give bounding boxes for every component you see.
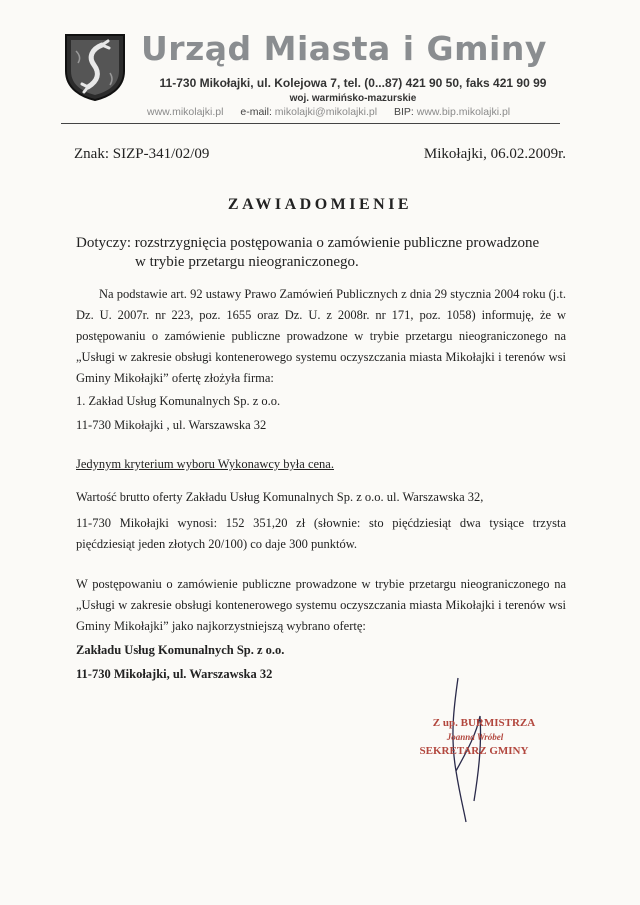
place-date: Mikołajki, 06.02.2009r. [423, 146, 566, 162]
paragraph-2-rest: 11-730 Mikołajki wynosi: 152 351,20 zł (słownie: sto pięćdziesiąt dwa tysiące trzysta pięćdziesiąt jeden złotych 20/100) co daje 300 punktów. [76, 516, 566, 551]
email-label: e-mail: [240, 106, 272, 118]
bip-label: BIP: [393, 106, 414, 118]
subject-line-1: Dotyczy: rozstrzygnięcia postępowania o zamówienie publiczne prowadzone [76, 235, 540, 251]
stamp-line-2: Joanna Wróbel [446, 732, 504, 742]
email-link[interactable]: mikolajki@mikolajki.pl [274, 106, 378, 118]
document-title: ZAWIADOMIENIE [227, 196, 413, 213]
winner-line-1: Zakładu Usług Komunalnych Sp. z o.o. [76, 643, 285, 657]
subject [76, 234, 539, 272]
paragraph-2-line-1: Wartość brutto oferty Zakładu Usług Komunalnych Sp. z o.o. ul. Warszawska 32, [76, 490, 484, 504]
organization-name: Urząd Miasta i Gminy [141, 29, 547, 68]
selection-criterion: Jedynym kryterium wyboru Wykonawcy była cena. [76, 457, 334, 471]
address-line: 11-730 Mikołajki, ul. Kolejowa 7, tel. (0...87) 421 90 50, faks 421 90 99 [159, 76, 547, 90]
winner-line-2: 11-730 Mikołajki, ul. Warszawska 32 [76, 667, 273, 681]
firm-line-1: 1. Zakład Usług Komunalnych Sp. z o.o. [76, 394, 281, 408]
stamp-line-1: Z up. BURMISTRZA [432, 717, 536, 729]
firm-line-2: 11-730 Mikołajki , ul. Warszawska 32 [76, 418, 267, 432]
bip-link[interactable]: www.bip.mikolajki.pl [416, 106, 511, 118]
paragraph-3: W postępowaniu o zamówienie publiczne prowadzone w trybie przetargu nieograniczonego na „Usługi w zakresie obsługi kontenerowego systemu oczyszczania miasta Mikołajki i terenów wsi Gminy Mikołajki” jako najkorzystniejszą wybrano ofertę: [76, 577, 566, 633]
subject-line-2: w trybie przetargu nieograniczonego. [135, 254, 359, 270]
fish-coat-of-arms-icon [62, 31, 128, 101]
reference-number: Znak: SIZP-341/02/09 [74, 146, 210, 162]
paragraph-1: Na podstawie art. 92 ustawy Prawo Zamówień Publicznych z dnia 29 stycznia 2004 roku (j.t. Dz. U. 2007r. nr 223, poz. 1655 oraz Dz. U. z 2008r. nr 171, poz. 1058) informuję, że w postępowaniu o zamówienie publiczne prowadzone w trybie przetargu nieograniczonego na „Usługi w zakresie obsługi kontenerowego systemu oczyszczania miasta Mikołajki i terenów wsi Gminy Mikołajki” ofertę złożyła firma: [76, 287, 566, 385]
stamp-line-3: SEKRETARZ GMINY [419, 745, 529, 757]
header-divider [61, 123, 560, 124]
website-link[interactable]: www.mikolajki.pl [147, 106, 224, 118]
region-line: woj. warmińsko-mazurskie [289, 93, 417, 104]
signature-stamp [400, 716, 540, 758]
contact-line [147, 106, 559, 118]
